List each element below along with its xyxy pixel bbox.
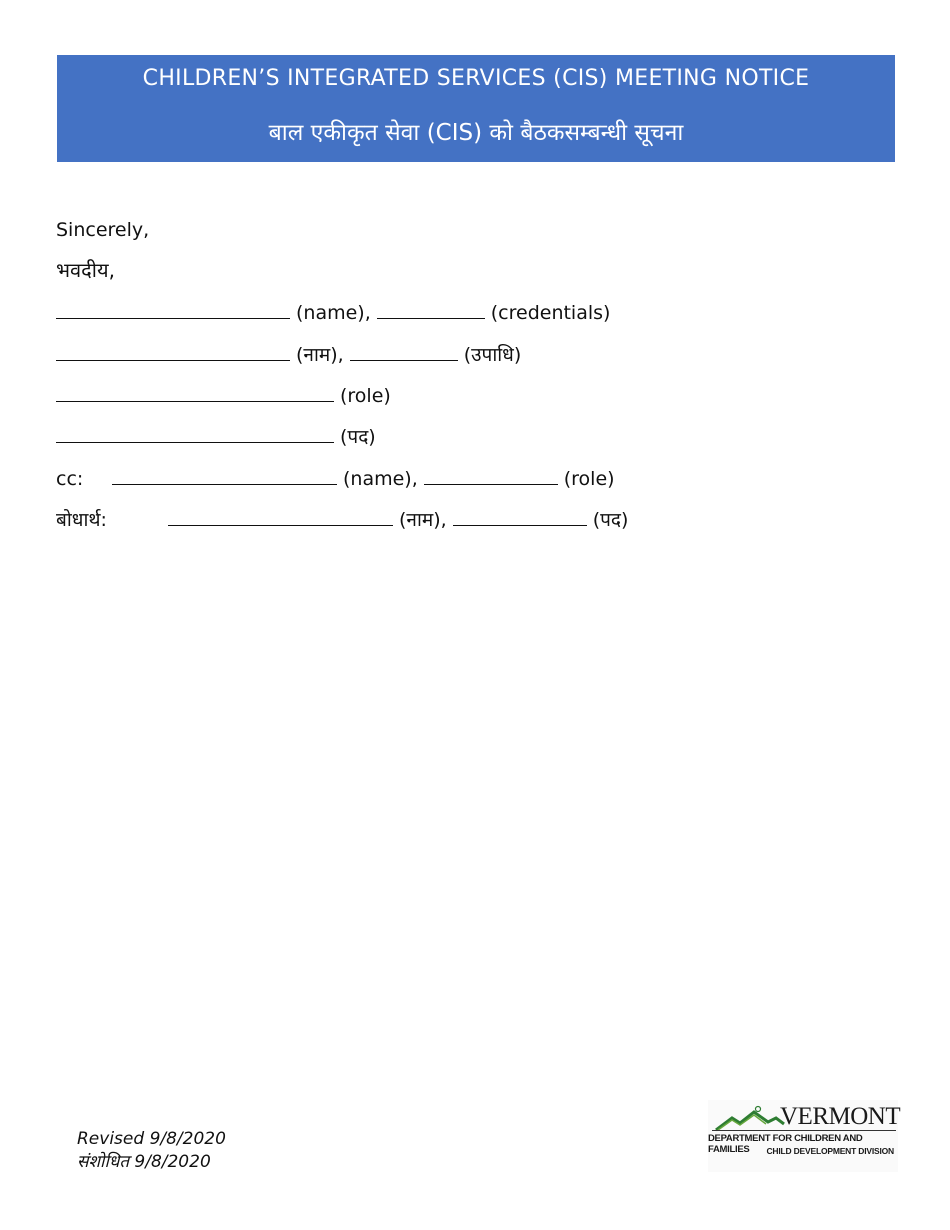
name-label: (नाम), (296, 344, 344, 366)
closing-nepali: भवदीय, (56, 258, 115, 282)
revised-english: Revised 9/8/2020 (77, 1129, 226, 1149)
signature-name-line-nepali (56, 342, 521, 367)
logo-name: VERMONT (780, 1103, 901, 1130)
mountain-icon (714, 1104, 786, 1132)
revision-note (77, 1128, 226, 1174)
role-label: (पद) (340, 426, 376, 448)
credentials-blank (350, 342, 458, 361)
cc-name-label: (नाम), (399, 509, 447, 531)
vermont-dcf-logo (708, 1100, 901, 1172)
credentials-blank (377, 300, 485, 319)
cc-role-label: (पद) (592, 509, 629, 531)
name-blank (56, 342, 290, 361)
role-line-english (56, 383, 391, 408)
cc-role-label: (role) (563, 468, 615, 490)
revised-nepali: संशोधित 9/8/2020 (77, 1152, 211, 1172)
cc-line-nepali (56, 507, 628, 532)
signature-name-line-english (56, 300, 610, 325)
role-blank (56, 424, 334, 443)
closing-english: Sincerely, (56, 219, 150, 241)
name-blank (56, 300, 290, 319)
logo-division: CHILD DEVELOPMENT DIVISION (766, 1146, 894, 1156)
name-label: (name), (296, 302, 371, 324)
cc-role-blank (424, 466, 558, 485)
cc-role-blank (453, 507, 587, 526)
cc-line-english (56, 466, 615, 491)
header-banner (57, 55, 895, 162)
cc-name-blank (168, 507, 393, 526)
role-blank (56, 383, 334, 402)
role-line-nepali (56, 424, 376, 449)
role-label: (role) (340, 385, 391, 407)
cc-name-blank (112, 466, 337, 485)
title-nepali: बाल एकीकृत सेवा (CIS) को बैठकसम्बन्धी सूचना (268, 120, 684, 146)
title-english: CHILDREN’S INTEGRATED SERVICES (CIS) MEETING NOTICE (142, 66, 810, 91)
credentials-label: (credentials) (490, 302, 611, 324)
cc-label: बोधार्थ: (56, 509, 107, 531)
cc-name-label: (name), (343, 468, 418, 490)
logo-divider (712, 1130, 896, 1131)
logo-department: DEPARTMENT FOR CHILDREN AND FAMILIES (708, 1133, 863, 1155)
cc-label: cc: (56, 468, 84, 490)
credentials-label: (उपाधि) (463, 344, 522, 366)
